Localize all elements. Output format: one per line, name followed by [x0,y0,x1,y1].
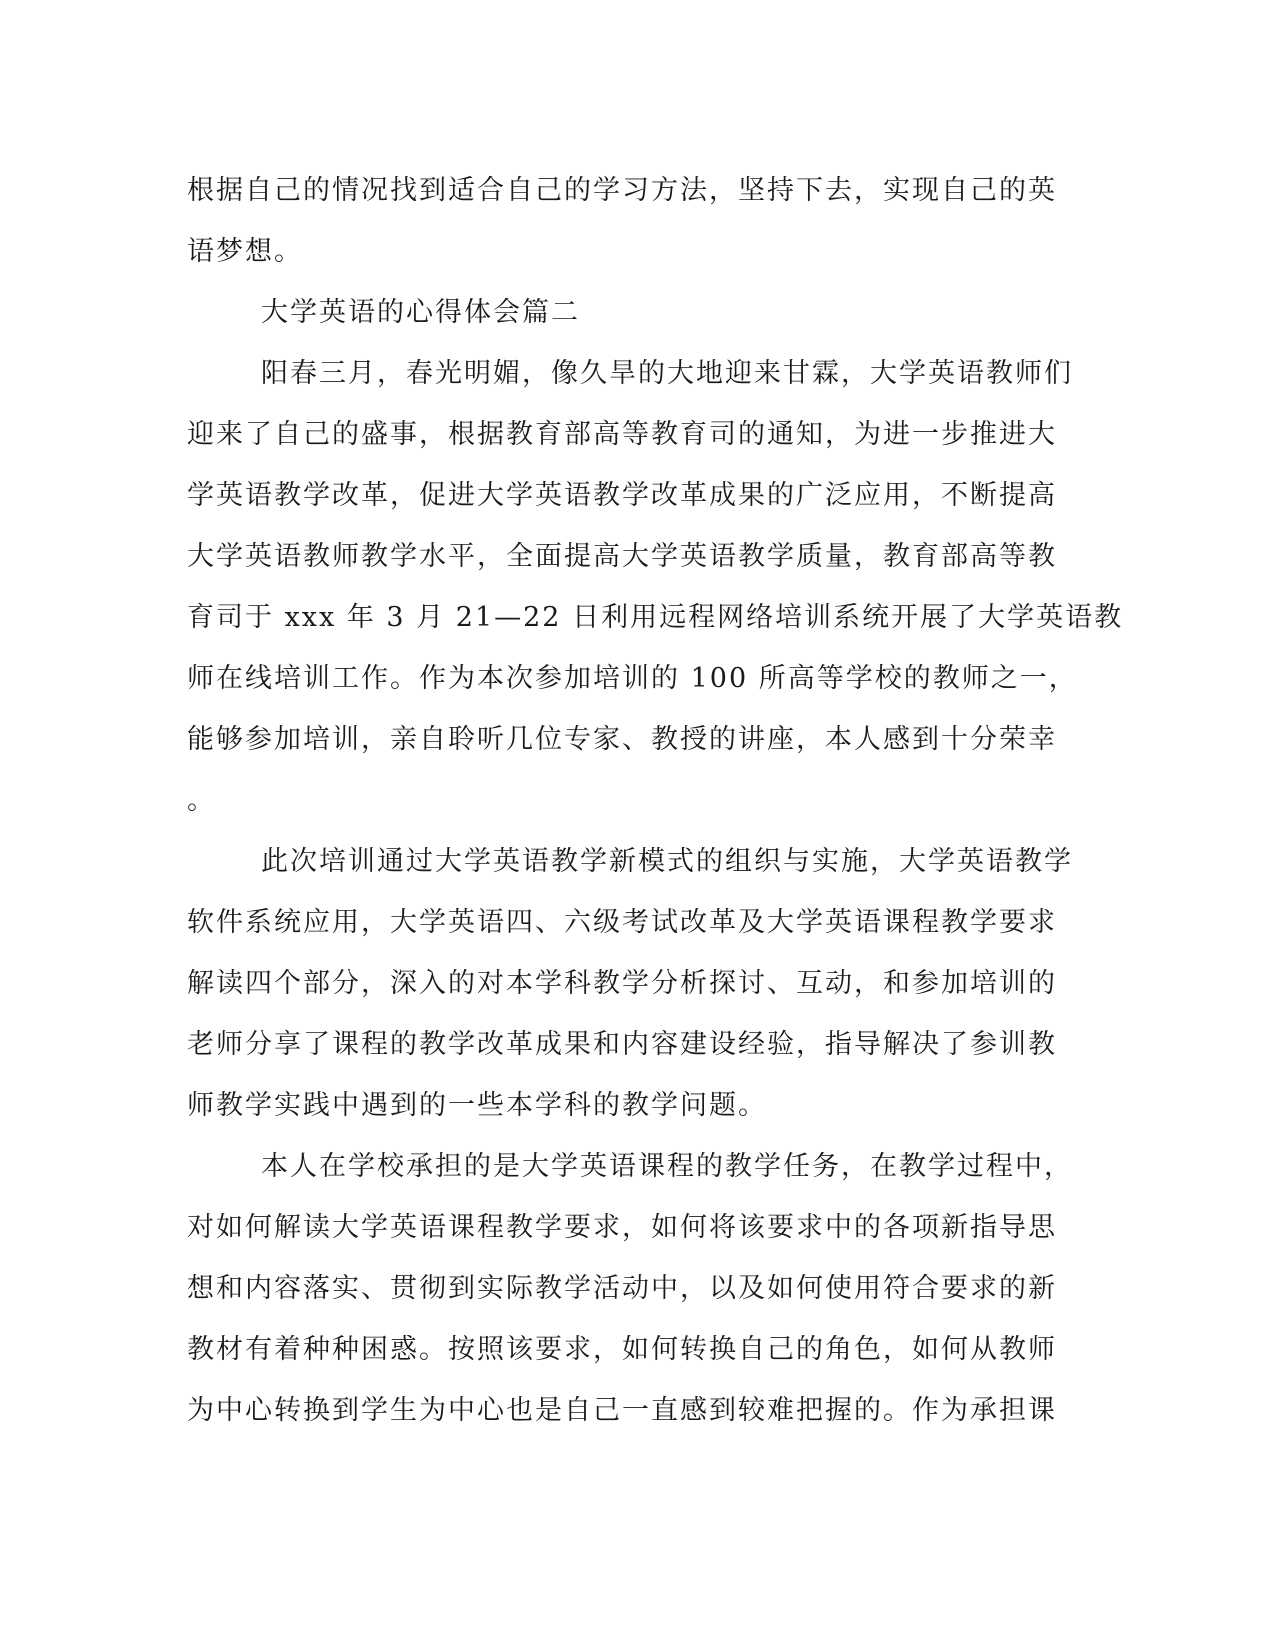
text-line: 语梦想。 [187,236,303,267]
text-line: 阳春三月，春光明媚，像久旱的大地迎来甘霖，大学英语教师们 [261,358,1073,389]
text-line: 软件系统应用，大学英语四、六级考试改革及大学英语课程教学要求 [187,907,1057,938]
text-line: 迎来了自己的盛事，根据教育部高等教育司的通知，为进一步推进大 [187,419,1057,450]
text-line: 师教学实践中遇到的一些本学科的教学问题。 [187,1090,767,1121]
text-line: 学英语教学改革，促进大学英语教学改革成果的广泛应用，不断提高 [187,480,1057,511]
text-line: 根据自己的情况找到适合自己的学习方法，坚持下去，实现自己的英 [187,175,1057,206]
text-line: 为中心转换到学生为中心也是自己一直感到较难把握的。作为承担课 [187,1395,1057,1426]
text-line: 。 [187,785,216,816]
text-line: 想和内容落实、贯彻到实际教学活动中，以及如何使用符合要求的新 [187,1273,1057,1304]
text-line: 育司于 xxx 年 3 月 21—22 日利用远程网络培训系统开展了大学英语教 [187,602,1124,633]
text-line: 大学英语教师教学水平，全面提高大学英语教学质量，教育部高等教 [187,541,1057,572]
text-line: 解读四个部分，深入的对本学科教学分析探讨、互动，和参加培训的 [187,968,1057,999]
text-line: 此次培训通过大学英语教学新模式的组织与实施，大学英语教学 [261,846,1073,877]
section-heading: 大学英语的心得体会篇二 [261,297,580,328]
text-line: 对如何解读大学英语课程教学要求，如何将该要求中的各项新指导思 [187,1212,1057,1243]
text-line: 本人在学校承担的是大学英语课程的教学任务，在教学过程中， [261,1151,1073,1182]
text-line: 师在线培训工作。作为本次参加培训的 100 所高等学校的教师之一， [187,663,1078,694]
text-line: 能够参加培训，亲自聆听几位专家、教授的讲座，本人感到十分荣幸 [187,724,1057,755]
text-line: 老师分享了课程的教学改革成果和内容建设经验，指导解决了参训教 [187,1029,1057,1060]
text-line: 教材有着种种困惑。按照该要求，如何转换自己的角色，如何从教师 [187,1334,1057,1365]
document-body [187,160,1124,1441]
